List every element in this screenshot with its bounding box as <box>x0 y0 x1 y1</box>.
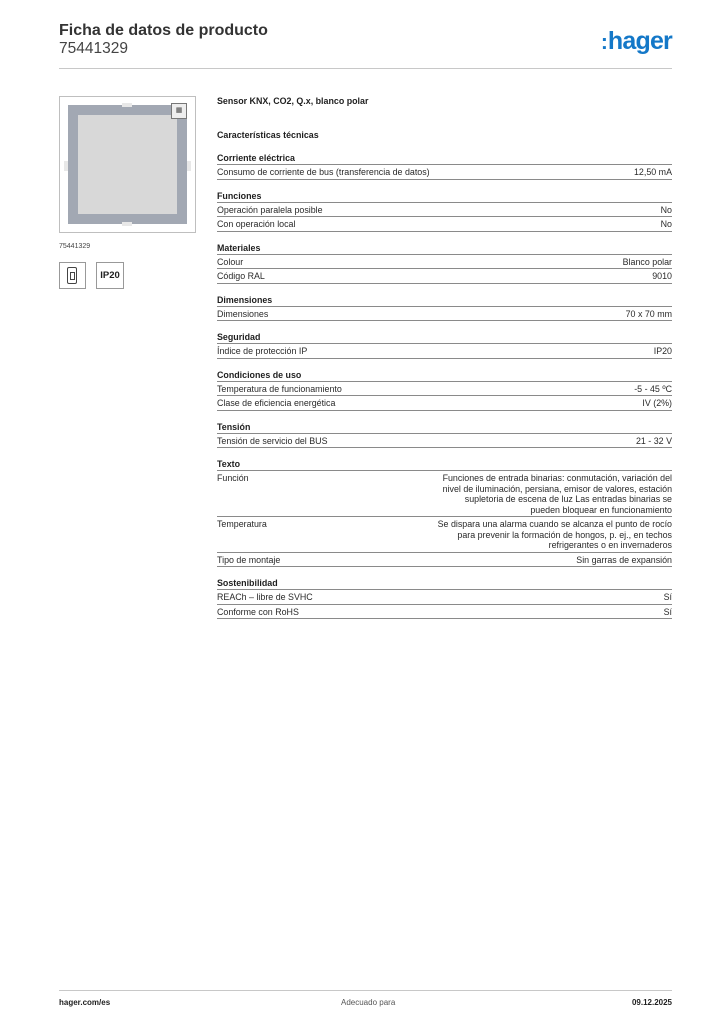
spec-value: -5 - 45 ºC <box>634 383 672 394</box>
spec-row <box>217 434 672 449</box>
footer-divider <box>59 990 672 991</box>
spec-label: Función <box>217 473 249 483</box>
specs-title: Características técnicas <box>217 130 319 140</box>
spec-row <box>217 217 672 232</box>
page-header <box>59 22 268 58</box>
spec-value: IV (2%) <box>642 398 672 408</box>
spec-row <box>217 396 672 411</box>
knx-mini-icon: ▦ <box>171 103 187 119</box>
spec-value: Se dispara una alarma cuando se alcanza el punto de rocío para prevenir la formación de hongos, p. ej., en techos refrigerantes o en invernaderos <box>437 519 672 550</box>
section-title: Materiales <box>217 243 672 255</box>
spec-value: No <box>660 204 672 215</box>
logo-prefix: : <box>600 31 608 54</box>
product-image <box>59 96 196 233</box>
spec-label: REACh – libre de SVHC <box>217 592 313 602</box>
hager-logo <box>601 27 672 57</box>
spec-label: Dimensiones <box>217 308 269 319</box>
spec-value: 21 - 32 V <box>635 435 672 446</box>
knx-device-icon <box>59 262 86 289</box>
spec-section <box>217 153 672 180</box>
spec-sections <box>217 153 672 619</box>
spec-row <box>217 471 672 517</box>
spec-label: Código RAL <box>217 271 265 281</box>
spec-label: Temperatura <box>217 519 267 529</box>
spec-value: Sin garras de expansión <box>576 554 672 565</box>
ip20-badge: IP20 <box>96 262 124 289</box>
spec-label: Temperatura de funcionamiento <box>217 383 342 394</box>
spec-row <box>217 269 672 284</box>
product-name: Sensor KNX, CO2, Q.x, blanco polar <box>217 96 369 106</box>
spec-section <box>217 295 672 322</box>
spec-label: Índice de protección IP <box>217 346 308 356</box>
spec-row <box>217 307 672 322</box>
spec-row <box>217 255 672 270</box>
spec-value: Funciones de entrada binarias: conmutación, variación del nivel de iluminación, persiana, emisor de valores, estación supletoria de escena de luz Las entradas binarias se pueden bloquear en funcionamiento <box>442 473 672 515</box>
spec-label: Conforme con RoHS <box>217 606 299 617</box>
spec-sheet <box>217 95 672 630</box>
section-title: Corriente eléctrica <box>217 153 672 165</box>
spec-row <box>217 344 672 359</box>
section-title: Sostenibilidad <box>217 578 672 590</box>
spec-value: Sí <box>663 592 672 602</box>
section-title: Seguridad <box>217 332 672 344</box>
spec-value: Sí <box>663 606 672 617</box>
header-divider <box>59 68 672 69</box>
footer-website: hager.com/es <box>59 998 111 1007</box>
section-title: Funciones <box>217 191 672 203</box>
image-caption: 75441329 <box>59 243 91 250</box>
spec-label: Tipo de montaje <box>217 554 281 565</box>
spec-value: 9010 <box>652 271 672 281</box>
spec-section <box>217 578 672 619</box>
spec-value: No <box>660 219 672 229</box>
footer-suitable-for: Adecuado para <box>341 998 396 1007</box>
spec-row <box>217 553 672 568</box>
spec-row <box>217 605 672 620</box>
spec-section <box>217 191 672 232</box>
section-title: Tensión <box>217 422 672 434</box>
spec-row <box>217 517 672 553</box>
section-title: Texto <box>217 459 672 471</box>
clip-bottom <box>122 222 132 226</box>
clip-right <box>187 161 191 171</box>
spec-section <box>217 370 672 411</box>
spec-section <box>217 422 672 449</box>
spec-value: IP20 <box>653 346 672 356</box>
spec-value: 12,50 mA <box>634 167 672 177</box>
section-title: Dimensiones <box>217 295 672 307</box>
spec-row <box>217 590 672 605</box>
section-title: Condiciones de uso <box>217 370 672 382</box>
sensor-plate <box>68 105 187 224</box>
spec-section <box>217 332 672 359</box>
document-title: Ficha de datos de producto <box>59 22 268 39</box>
spec-section <box>217 243 672 284</box>
spec-section <box>217 459 672 567</box>
spec-value: Blanco polar <box>622 256 672 267</box>
sensor-face <box>78 115 177 214</box>
logo-word: hager <box>607 27 672 55</box>
spec-label: Tensión de servicio del BUS <box>217 435 328 446</box>
clip-left <box>64 161 68 171</box>
spec-row <box>217 382 672 397</box>
spec-label: Clase de eficiencia energética <box>217 398 336 408</box>
spec-row <box>217 203 672 218</box>
spec-value: 70 x 70 mm <box>625 308 672 319</box>
spec-row <box>217 165 672 180</box>
footer-date: 09.12.2025 <box>631 998 672 1007</box>
spec-label: Operación paralela posible <box>217 204 323 215</box>
spec-label: Consumo de corriente de bus (transferencia de datos) <box>217 167 430 177</box>
product-number: 75441329 <box>59 40 128 57</box>
clip-top <box>122 103 132 107</box>
spec-label: Con operación local <box>217 219 296 229</box>
spec-label: Colour <box>217 256 244 267</box>
